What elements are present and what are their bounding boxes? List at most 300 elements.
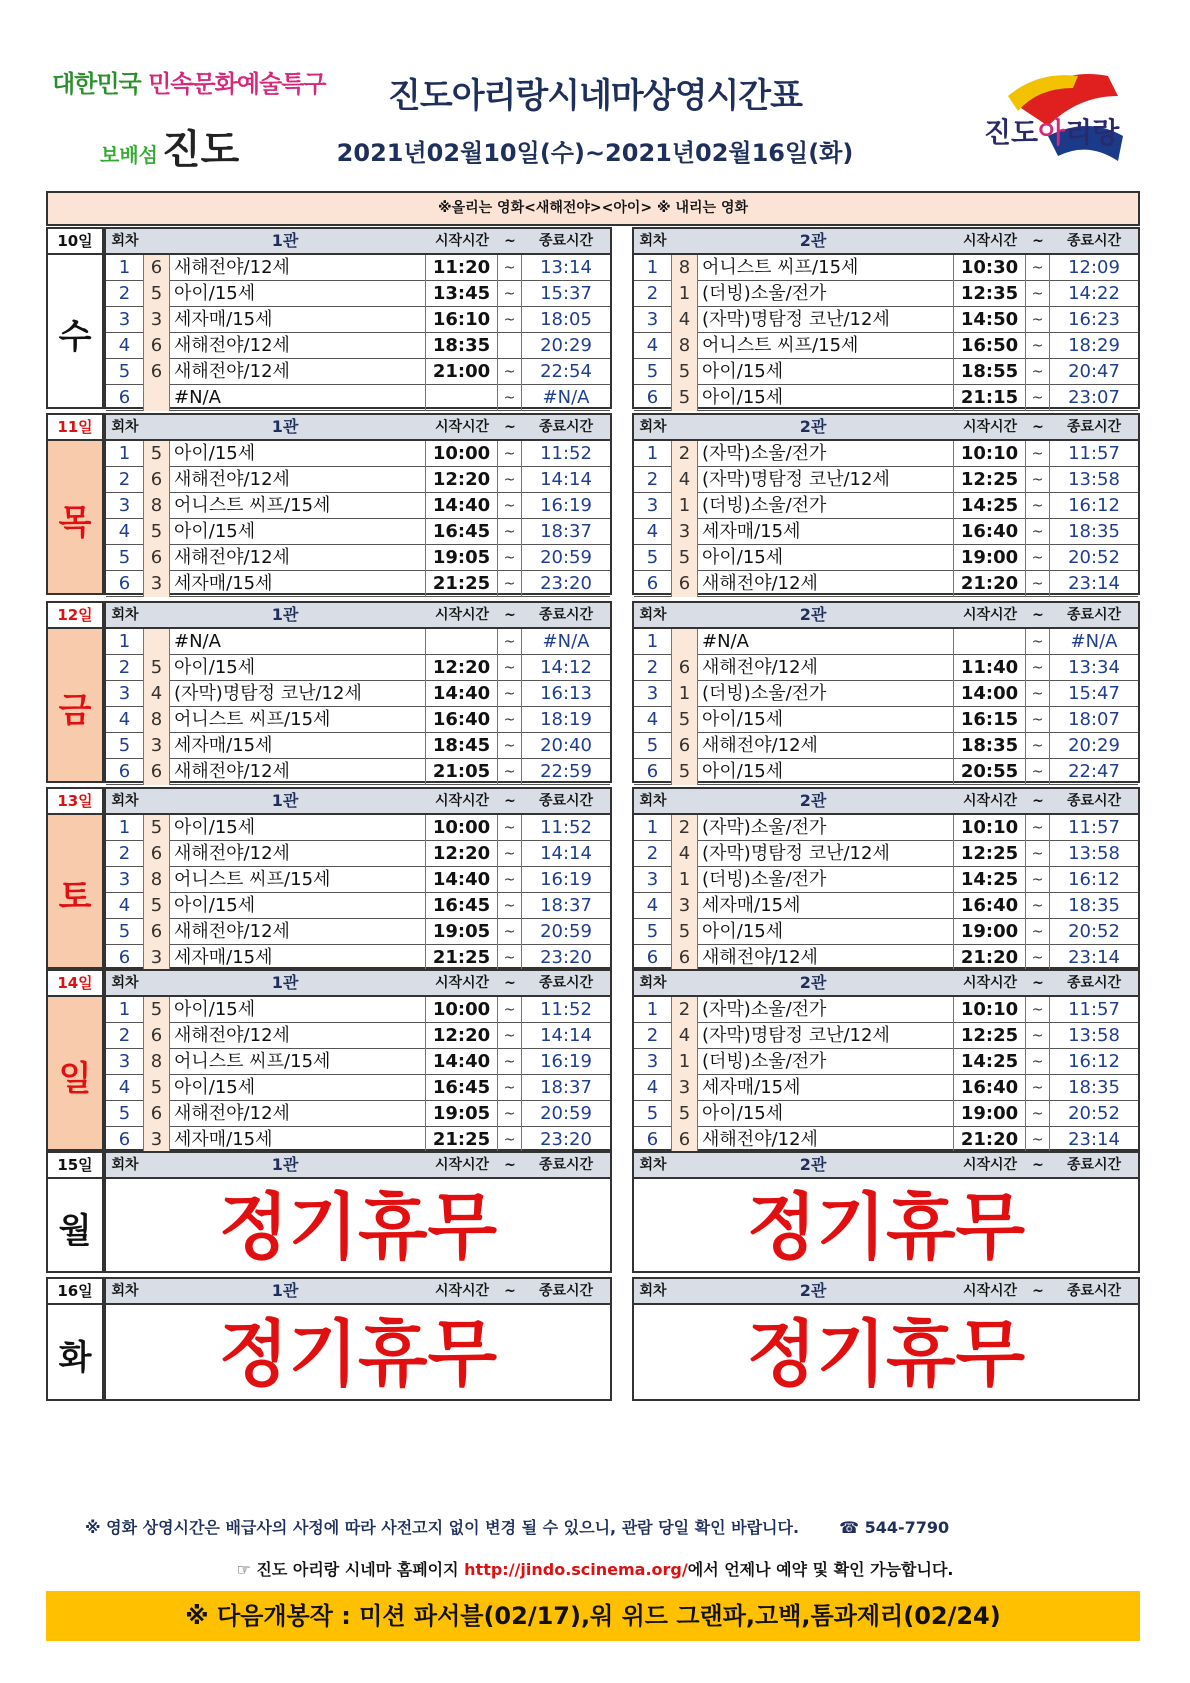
rating-code: 4 [672,307,698,333]
round-number: 4 [634,893,672,919]
start-time: 10:10 [954,815,1026,841]
tilde: ~ [498,815,522,841]
schedule-row [106,841,610,867]
movie-title: #N/A [170,629,426,655]
end-time: 20:52 [1068,921,1120,942]
hall-2 [632,227,1140,409]
round-number: 2 [634,467,672,493]
tilde: ~ [498,571,522,597]
header-cell: ~ [1032,607,1044,623]
end-time: 11:52 [540,443,592,464]
tilde: ~ [1026,1127,1050,1153]
movie-title: (자막)소울/전가 [698,997,954,1023]
rating-code: 8 [672,255,698,281]
hall-1 [104,227,612,409]
end-time: 15:37 [540,283,592,304]
end-time: 16:12 [1068,495,1120,516]
schedule-row [634,519,1138,545]
schedule-row [106,493,610,519]
movie-title: 아이/15세 [170,655,426,681]
start-time: 14:40 [426,681,498,707]
header-cell: ~ [504,793,516,809]
hall-header-row [106,1153,610,1179]
round-number: 3 [634,681,672,707]
tilde: ~ [498,919,522,945]
schedule-row [106,571,610,597]
day-label [46,227,104,409]
round-number: 3 [634,1049,672,1075]
header-cell: 1관 [271,231,299,250]
movie-title: 아이/15세 [170,893,426,919]
end-time: #N/A [542,387,590,408]
day-date: 13일 [48,789,102,815]
movie-title: 새해전야/12세 [170,841,426,867]
rating-code: 8 [672,333,698,359]
schedule-row [634,1101,1138,1127]
round-number: 2 [106,841,144,867]
tilde: ~ [1026,307,1050,333]
schedule-row [634,893,1138,919]
start-time: 13:45 [426,281,498,307]
end-time: 23:20 [540,573,592,594]
footer-note [85,1515,949,1538]
schedule-row [106,1023,610,1049]
schedule-row [106,359,610,385]
movie-title: (자막)소울/전가 [698,815,954,841]
day-weekday-cell [48,255,102,407]
schedule-row [634,441,1138,467]
schedule-row [106,1075,610,1101]
round-number: 4 [106,333,144,359]
movie-title: 아이/15세 [698,385,954,411]
day-weekday: 토 [58,877,92,917]
rating-code: 6 [672,571,698,597]
header-cell: 시작시간 [962,1283,1018,1299]
day-label [46,413,104,595]
header-cell: 종료시간 [538,1283,594,1299]
header-cell: ~ [1032,233,1044,249]
schedule-row [106,629,610,655]
rating-code [144,629,170,655]
rating-code: 5 [144,997,170,1023]
header-cell: 회차 [111,607,139,623]
homepage-line [0,1557,1190,1580]
rating-code: 6 [144,255,170,281]
start-time: 21:20 [954,571,1026,597]
homepage-suffix: 에서 언제나 예약 및 확인 가능합니다. [687,1560,954,1579]
round-number: 5 [634,545,672,571]
logo-text-a: 아 [1038,116,1066,149]
rating-code: 6 [144,759,170,785]
round-number: 4 [106,893,144,919]
start-time: 18:35 [426,333,498,359]
end-time: 20:29 [1068,735,1120,756]
movie-title: 새해전야/12세 [170,759,426,785]
hall-1 [104,413,612,595]
tilde: ~ [498,841,522,867]
end-time: 20:59 [540,921,592,942]
header-cell: ~ [504,1283,516,1299]
header-cell: 회차 [111,975,139,991]
tilde: ~ [1026,867,1050,893]
schedule-row [106,1049,610,1075]
movie-title: 세자매/15세 [170,733,426,759]
round-number: 1 [106,441,144,467]
start-time: 10:10 [954,997,1026,1023]
tilde: ~ [1026,571,1050,597]
header-cell: 회차 [639,1157,667,1173]
end-time: #N/A [542,631,590,652]
schedule-row [634,841,1138,867]
day-block [46,969,1140,1151]
rating-code: 5 [144,655,170,681]
end-time: 20:40 [540,735,592,756]
round-number: 3 [106,867,144,893]
header-cell: 종료시간 [1066,1283,1122,1299]
start-time: 11:20 [426,255,498,281]
round-number: 4 [634,333,672,359]
round-number: 4 [634,1075,672,1101]
header-cell: 시작시간 [962,793,1018,809]
movie-title: 세자매/15세 [170,571,426,597]
tilde: ~ [1026,919,1050,945]
round-number: 3 [106,1049,144,1075]
hall-2 [632,1151,1140,1273]
movie-title: (자막)명탐정 코난/12세 [698,1023,954,1049]
end-time: 23:20 [540,1129,592,1150]
tilde: ~ [498,281,522,307]
round-number: 3 [634,493,672,519]
rating-code: 5 [672,359,698,385]
movie-title: 어니스트 씨프/15세 [170,707,426,733]
header-cell: 2관 [799,791,827,810]
tilde: ~ [498,545,522,571]
end-time: 18:05 [540,309,592,330]
tilde: ~ [498,359,522,385]
end-time: 20:29 [540,335,592,356]
header-cell: 1관 [271,973,299,992]
schedule-row [106,545,610,571]
logo-text-zone: 민속문화예술특구 [148,70,326,98]
rating-code: 2 [672,997,698,1023]
header-cell: 시작시간 [434,793,490,809]
rating-code: 6 [144,545,170,571]
movie-title: 새해전야/12세 [170,359,426,385]
rating-code: 3 [672,893,698,919]
tilde: ~ [1026,707,1050,733]
start-time: 12:20 [426,841,498,867]
page-title: 진도아리랑시네마상영시간표 [388,76,802,116]
hall-header-row [634,415,1138,441]
rating-code: 6 [144,841,170,867]
rating-code: 6 [672,733,698,759]
tilde: ~ [1026,519,1050,545]
round-number: 1 [106,997,144,1023]
tilde: ~ [498,385,522,411]
round-number: 2 [634,655,672,681]
schedule-row [106,1101,610,1127]
header-cell: 시작시간 [962,233,1018,249]
hall-header-row [634,789,1138,815]
hall-header-row [106,229,610,255]
end-time: 14:14 [540,843,592,864]
movie-title: (더빙)소울/전가 [698,281,954,307]
tilde: ~ [498,467,522,493]
tilde: ~ [498,759,522,785]
hall-header-row [634,971,1138,997]
schedule-row [634,655,1138,681]
rating-code: 6 [672,1127,698,1153]
schedule-row [634,307,1138,333]
schedule-row [106,945,610,971]
rating-code: 5 [144,519,170,545]
end-time: 12:09 [1068,257,1120,278]
movie-title: 아이/15세 [698,545,954,571]
rating-code: 1 [672,867,698,893]
schedule-row [106,519,610,545]
round-number: 1 [634,815,672,841]
schedule-row [106,919,610,945]
day-block [46,601,1140,783]
schedule-row [634,733,1138,759]
end-time: 14:22 [1068,283,1120,304]
rating-code: 6 [672,945,698,971]
rating-code [144,385,170,411]
end-time: 18:35 [1068,895,1120,916]
tilde: ~ [1026,359,1050,385]
start-time: 18:55 [954,359,1026,385]
day-weekday-cell [48,1179,102,1271]
end-time: 15:47 [1068,683,1120,704]
tilde: ~ [1026,655,1050,681]
movie-title: (더빙)소울/전가 [698,681,954,707]
round-number: 1 [106,815,144,841]
homepage-prefix: ☞ 진도 아리랑 시네마 홈페이지 [236,1560,465,1579]
start-time: 19:00 [954,1101,1026,1127]
header-cell: 종료시간 [538,233,594,249]
header-cell: 2관 [799,231,827,250]
round-number: 6 [634,571,672,597]
day-weekday-cell [48,629,102,781]
header-cell: 시작시간 [434,975,490,991]
tilde: ~ [498,1049,522,1075]
end-time: 14:14 [540,469,592,490]
start-time: 14:50 [954,307,1026,333]
round-number: 5 [106,733,144,759]
end-time: 20:59 [540,547,592,568]
rating-code: 8 [144,867,170,893]
rating-code: 2 [672,441,698,467]
schedule-row [106,759,610,785]
header-cell: 시작시간 [434,1283,490,1299]
schedule-row [634,629,1138,655]
start-time: 16:40 [426,707,498,733]
round-number: 1 [634,629,672,655]
round-number: 1 [634,441,672,467]
rating-code: 6 [144,1023,170,1049]
tilde: ~ [1026,1101,1050,1127]
header-cell: 회차 [111,1283,139,1299]
day-date: 12일 [48,603,102,629]
rating-code: 1 [672,281,698,307]
movie-title: 새해전야/12세 [170,1023,426,1049]
logo-text-korea: 대한민국 [52,70,149,98]
schedule-row [634,1023,1138,1049]
header-cell: 회차 [111,419,139,435]
header-cell: ~ [1032,1157,1044,1173]
schedule-row [634,359,1138,385]
movie-title: 아이/15세 [698,707,954,733]
special-zone-logo [52,56,326,176]
holiday-text: 정기휴무 [746,1185,1026,1269]
end-time: 18:35 [1068,1077,1120,1098]
round-number: 5 [106,1101,144,1127]
start-time [954,629,1026,655]
movie-title: 아이/15세 [170,519,426,545]
end-time: 18:07 [1068,709,1120,730]
header-cell: ~ [1032,793,1044,809]
movie-title: 새해전야/12세 [170,1101,426,1127]
round-number: 1 [106,629,144,655]
start-time: 21:25 [426,1127,498,1153]
tilde: ~ [498,493,522,519]
day-date: 11일 [48,415,102,441]
logo-text-treasure: 보배섬 [100,142,158,167]
round-number: 5 [634,733,672,759]
day-block [46,227,1140,409]
movie-title: 새해전야/12세 [170,919,426,945]
hall-header-row [106,603,610,629]
day-weekday-cell [48,815,102,967]
round-number: 4 [106,707,144,733]
tilde: ~ [1026,1075,1050,1101]
movie-title: 세자매/15세 [698,1075,954,1101]
start-time: 16:10 [426,307,498,333]
hall-header-row [106,789,610,815]
end-time: 16:19 [540,869,592,890]
movie-title: (더빙)소울/전가 [698,1049,954,1075]
end-time: 18:37 [540,1077,592,1098]
schedule-row [634,1075,1138,1101]
schedule-row [634,467,1138,493]
day-date: 14일 [48,971,102,997]
rating-code: 5 [144,441,170,467]
header-cell: ~ [1032,1283,1044,1299]
header-cell: 종료시간 [538,607,594,623]
tilde [498,333,522,359]
tilde: ~ [1026,441,1050,467]
start-time: 10:10 [954,441,1026,467]
header-cell: ~ [504,419,516,435]
round-number: 5 [634,359,672,385]
homepage-link[interactable]: http://jindo.scinema.org/ [464,1560,688,1579]
end-time: 11:57 [1068,443,1120,464]
start-time: 19:00 [954,919,1026,945]
movie-title: 아이/15세 [698,919,954,945]
day-date: 16일 [48,1279,102,1305]
schedule-row [634,681,1138,707]
tilde: ~ [1026,255,1050,281]
day-label [46,601,104,783]
schedule-row [634,493,1138,519]
day-label [46,1277,104,1401]
rating-code: 8 [144,707,170,733]
start-time: 10:00 [426,997,498,1023]
header-cell: 1관 [271,1281,299,1300]
hall-1 [104,787,612,969]
round-number: 6 [634,385,672,411]
start-time: 21:05 [426,759,498,785]
schedule-row [634,707,1138,733]
schedule-row [634,997,1138,1023]
header-cell: 시작시간 [962,419,1018,435]
round-number: 6 [106,1127,144,1153]
rating-code: 5 [672,759,698,785]
schedule-row [634,1127,1138,1153]
header-cell: 종료시간 [538,975,594,991]
header-cell: 회차 [111,233,139,249]
day-weekday: 금 [58,691,92,731]
movie-title: 새해전야/12세 [698,733,954,759]
round-number: 2 [634,841,672,867]
rating-code: 4 [672,1023,698,1049]
movie-title: 세자매/15세 [170,307,426,333]
schedule-row [106,385,610,411]
start-time: 12:20 [426,655,498,681]
rating-code: 6 [144,333,170,359]
movie-title: 아이/15세 [698,1101,954,1127]
rating-code: 8 [144,1049,170,1075]
rating-code: 5 [144,815,170,841]
schedule-row [634,545,1138,571]
start-time: 20:55 [954,759,1026,785]
round-number: 6 [634,759,672,785]
end-time: 14:14 [540,1025,592,1046]
rating-code: 3 [144,733,170,759]
tilde: ~ [1026,815,1050,841]
holiday-text: 정기휴무 [218,1312,498,1396]
header-cell: ~ [504,1157,516,1173]
day-weekday-cell [48,1305,102,1399]
day-block [46,787,1140,969]
rating-code: 4 [672,841,698,867]
change-notice: ※ 영화 상영시간은 배급사의 사정에 따라 사전고지 없이 변경 될 수 있으니, 관람 당일 확인 바랍니다. [85,1518,800,1537]
day-weekday: 화 [58,1338,92,1378]
logo-text-jindo: 진도 [161,126,240,173]
schedule-row [106,893,610,919]
movie-title: (더빙)소울/전가 [698,493,954,519]
schedule-row [106,441,610,467]
movie-title: 아이/15세 [170,281,426,307]
rating-code: 8 [144,493,170,519]
movie-title: 아이/15세 [170,441,426,467]
hall-header-row [634,1279,1138,1305]
end-time: 18:29 [1068,335,1120,356]
round-number: 4 [634,519,672,545]
movie-title: 아이/15세 [170,815,426,841]
rating-code: 1 [672,493,698,519]
end-time: 13:58 [1068,1025,1120,1046]
round-number: 2 [106,1023,144,1049]
schedule-row [106,655,610,681]
header-cell: 1관 [271,605,299,624]
start-time: 21:25 [426,571,498,597]
day-weekday: 수 [58,317,92,357]
movie-title: 새해전야/12세 [698,655,954,681]
header-cell: 종료시간 [538,1157,594,1173]
movie-title: 새해전야/12세 [698,1127,954,1153]
round-number: 6 [106,385,144,411]
